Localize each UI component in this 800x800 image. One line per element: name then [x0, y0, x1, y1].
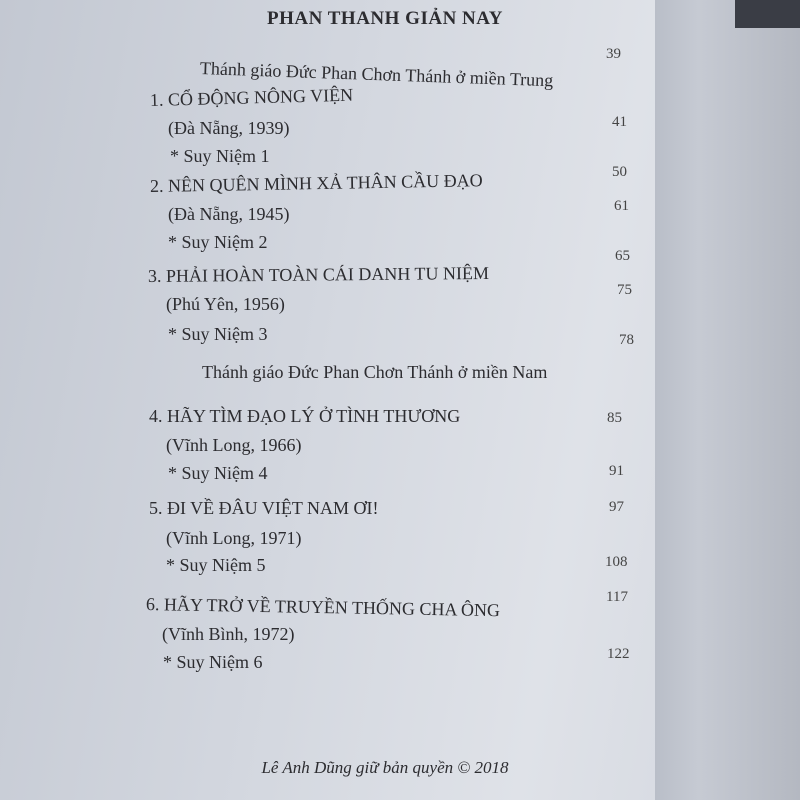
- toc-entry-title: 1. CỔ ĐỘNG NÔNG VIỆN: [149, 84, 354, 110]
- toc-entry-place: (Vĩnh Long, 1966): [166, 435, 302, 455]
- copyright-footer: Lê Anh Dũng giữ bản quyền © 2018: [261, 758, 509, 777]
- toc-note: * Suy Niệm 5: [166, 555, 266, 575]
- toc-entry-page: 85: [607, 410, 622, 426]
- toc-entry-title: 2. NÊN QUÊN MÌNH XẢ THÂN CẦU ĐẠO: [149, 170, 483, 196]
- toc-note-page: 78: [619, 332, 634, 348]
- toc-entry-page: 61: [614, 198, 629, 214]
- toc-entry-title: 4. HÃY TÌM ĐẠO LÝ Ở TÌNH THƯƠNG: [149, 406, 461, 426]
- toc-note-page: 65: [615, 248, 630, 264]
- toc-entry-title: 6. HÃY TRỞ VỀ TRUYỀN THỐNG CHA ÔNG: [145, 594, 501, 621]
- toc-note-page: 50: [612, 164, 627, 180]
- toc-entry-place: (Đà Nẵng, 1945): [168, 204, 290, 224]
- toc-note: * Suy Niệm 3: [168, 324, 268, 344]
- toc-note: * Suy Niệm 2: [168, 232, 268, 252]
- toc-note-page: 108: [605, 554, 628, 570]
- section-heading-south: Thánh giáo Đức Phan Chơn Thánh ở miền Nam: [202, 362, 548, 382]
- toc-entry-place: (Đà Nẵng, 1939): [168, 118, 290, 138]
- section-heading-central: Thánh giáo Đức Phan Chơn Thánh ở miền Trung: [199, 58, 554, 91]
- toc-entry-place: (Vĩnh Long, 1971): [166, 528, 302, 548]
- toc-entry-place: (Phú Yên, 1956): [166, 294, 285, 314]
- toc-note-page: 122: [607, 646, 630, 662]
- page-edge: [655, 0, 800, 800]
- section-page-central: 39: [606, 46, 621, 62]
- toc-note: * Suy Niệm 4: [168, 463, 268, 483]
- toc-note: * Suy Niệm 6: [163, 652, 263, 672]
- toc-entry-page: 75: [617, 282, 632, 298]
- toc-entry-page: 117: [606, 589, 628, 605]
- toc-entry-page: 97: [609, 499, 624, 515]
- toc-note: * Suy Niệm 1: [170, 146, 270, 166]
- toc-note-page: 91: [609, 463, 624, 479]
- toc-entry-title: 3. PHẢI HOÀN TOÀN CÁI DANH TU NIỆM: [147, 263, 490, 286]
- toc-entry-page: 41: [612, 114, 627, 130]
- page-title: PHAN THANH GIẢN NAY: [267, 8, 503, 29]
- toc-entry-place: (Vĩnh Bình, 1972): [162, 624, 295, 644]
- toc-entry-title: 5. ĐI VỀ ĐÂU VIỆT NAM ƠI!: [149, 498, 379, 518]
